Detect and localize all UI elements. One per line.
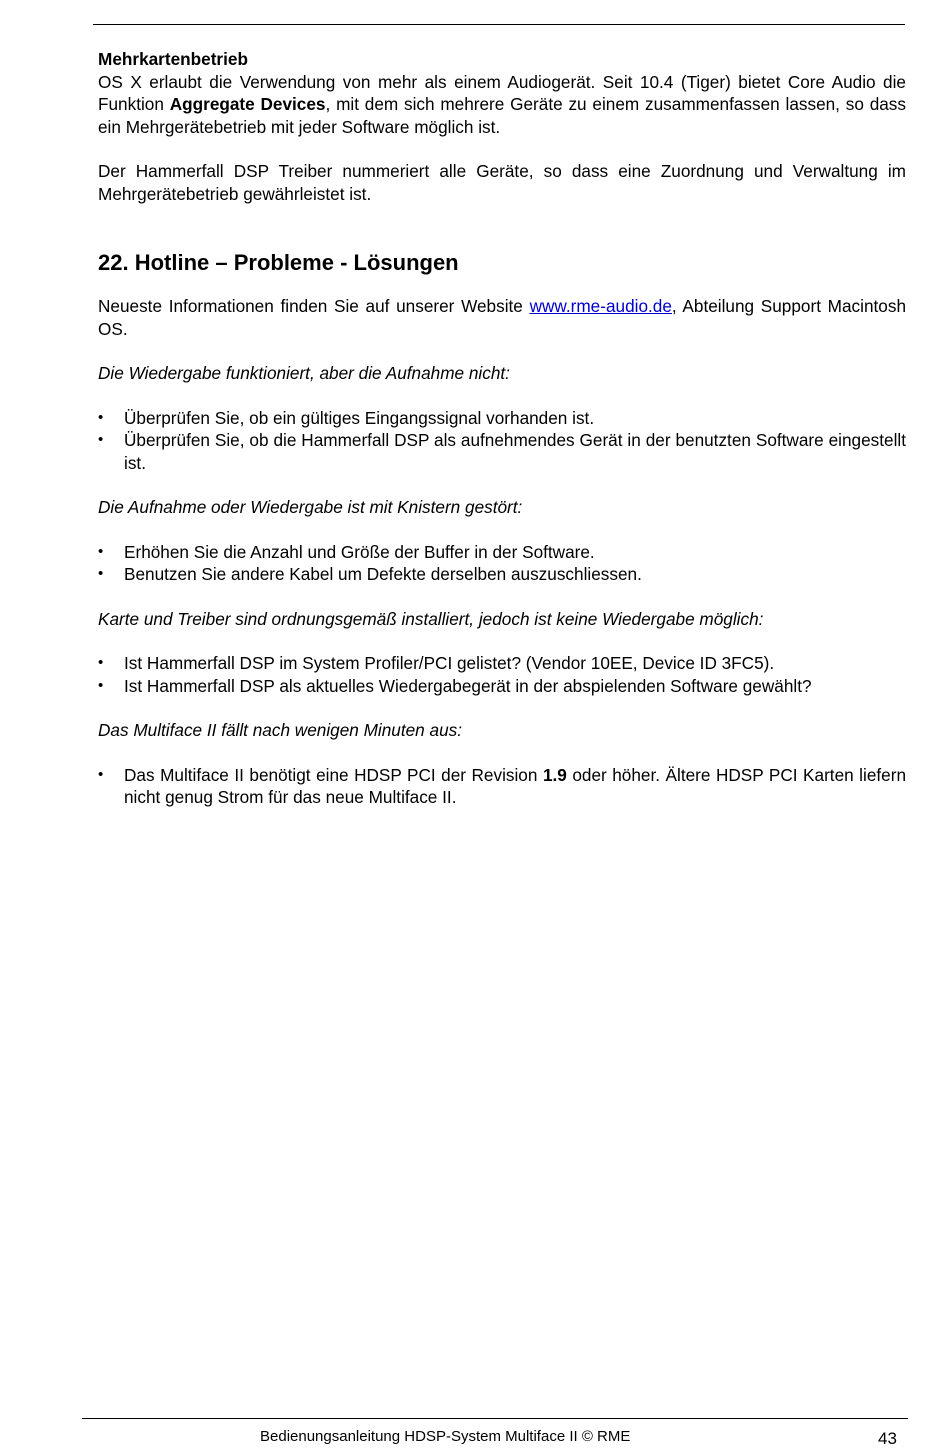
page-number: 43 — [878, 1429, 897, 1448]
page-content — [98, 48, 906, 809]
paragraph-website-info — [98, 295, 906, 340]
bullet-icon: • — [98, 654, 104, 671]
paragraph-text: OS X erlaubt die Verwendung von mehr als einem Audiogerät. Seit 10.4 (Tiger) bietet Core Audio die Funktion — [98, 71, 906, 114]
bullet-icon: • — [98, 408, 104, 426]
list-item-text: Benutzen Sie andere Kabel um Defekte derselben auszuschliessen. — [124, 564, 642, 584]
header-rule — [93, 24, 905, 25]
list-item — [98, 563, 906, 586]
paragraph-driver-numbering: Der Hammerfall DSP Treiber nummeriert alle Geräte, so dass eine Zuordnung und Verwaltung im Mehrgerätebetrieb gewährleistet ist. — [98, 161, 906, 204]
bullet-icon: • — [98, 565, 104, 582]
list-item — [98, 429, 906, 474]
bullet-icon: • — [98, 676, 104, 694]
rme-website-link[interactable]: www.rme-audio.de — [529, 296, 672, 316]
footer-rule — [82, 1418, 908, 1419]
paragraph-text: , Abteilung Support Macintosh OS. — [98, 296, 907, 339]
list-item — [98, 764, 906, 809]
paragraph-aggregate-devices — [98, 71, 906, 139]
list-item-text: Das Multiface II benötigt eine HDSP PCI der Revision — [124, 764, 543, 785]
solution-list — [98, 407, 906, 475]
solution-list — [98, 652, 906, 697]
problem-question: Die Wiedergabe funktioniert, aber die Aufnahme nicht: — [98, 363, 510, 383]
list-item-text: Ist Hammerfall DSP im System Profiler/PCI gelistet? (Vendor 10EE, Device ID 3FC5). — [124, 653, 775, 673]
list-item-text: Ist Hammerfall DSP als aktuelles Wiedergabegerät in der abspielenden Software gewählt? — [124, 675, 812, 696]
list-item-text: Überprüfen Sie, ob die Hammerfall DSP als aufnehmendes Gerät in der benutzten Software eingestellt ist. — [124, 430, 906, 473]
section-heading: Mehrkartenbetrieb — [98, 49, 248, 69]
list-item-text: Erhöhen Sie die Anzahl und Größe der Buffer in der Software. — [124, 541, 595, 562]
chapter-title: 22. Hotline – Probleme - Lösungen — [98, 250, 459, 275]
solution-list — [98, 541, 906, 586]
problem-question: Das Multiface II fällt nach wenigen Minuten aus: — [98, 720, 462, 740]
revision-number: 1.9 — [542, 764, 567, 785]
paragraph-text: Neueste Informationen finden Sie auf unserer Website — [98, 296, 530, 316]
problem-question: Die Aufnahme oder Wiedergabe ist mit Knistern gestört: — [98, 497, 523, 517]
bullet-icon: • — [98, 765, 104, 783]
bullet-icon: • — [98, 542, 104, 560]
bullet-icon: • — [98, 431, 104, 448]
list-item — [98, 675, 906, 698]
solution-list — [98, 764, 906, 809]
list-item-text: Überprüfen Sie, ob ein gültiges Eingangssignal vorhanden ist. — [124, 407, 595, 428]
list-item — [98, 652, 906, 675]
aggregate-devices-term: Aggregate Devices — [169, 94, 326, 114]
list-item — [98, 541, 906, 564]
footer-title: Bedienungsanleitung HDSP-System Multiface II © RME — [260, 1428, 631, 1445]
list-item-text: oder höher. Ältere HDSP PCI Karten liefern nicht genug Strom für das neue Multiface II. — [124, 764, 906, 807]
paragraph-text: , mit dem sich mehrere Geräte zu einem zusammenfassen lassen, so dass ein Mehrgerätebetrieb mit jeder Software möglich ist. — [98, 94, 906, 137]
list-item — [98, 407, 906, 430]
problem-question: Karte und Treiber sind ordnungsgemäß installiert, jedoch ist keine Wiedergabe möglich: — [98, 608, 764, 629]
